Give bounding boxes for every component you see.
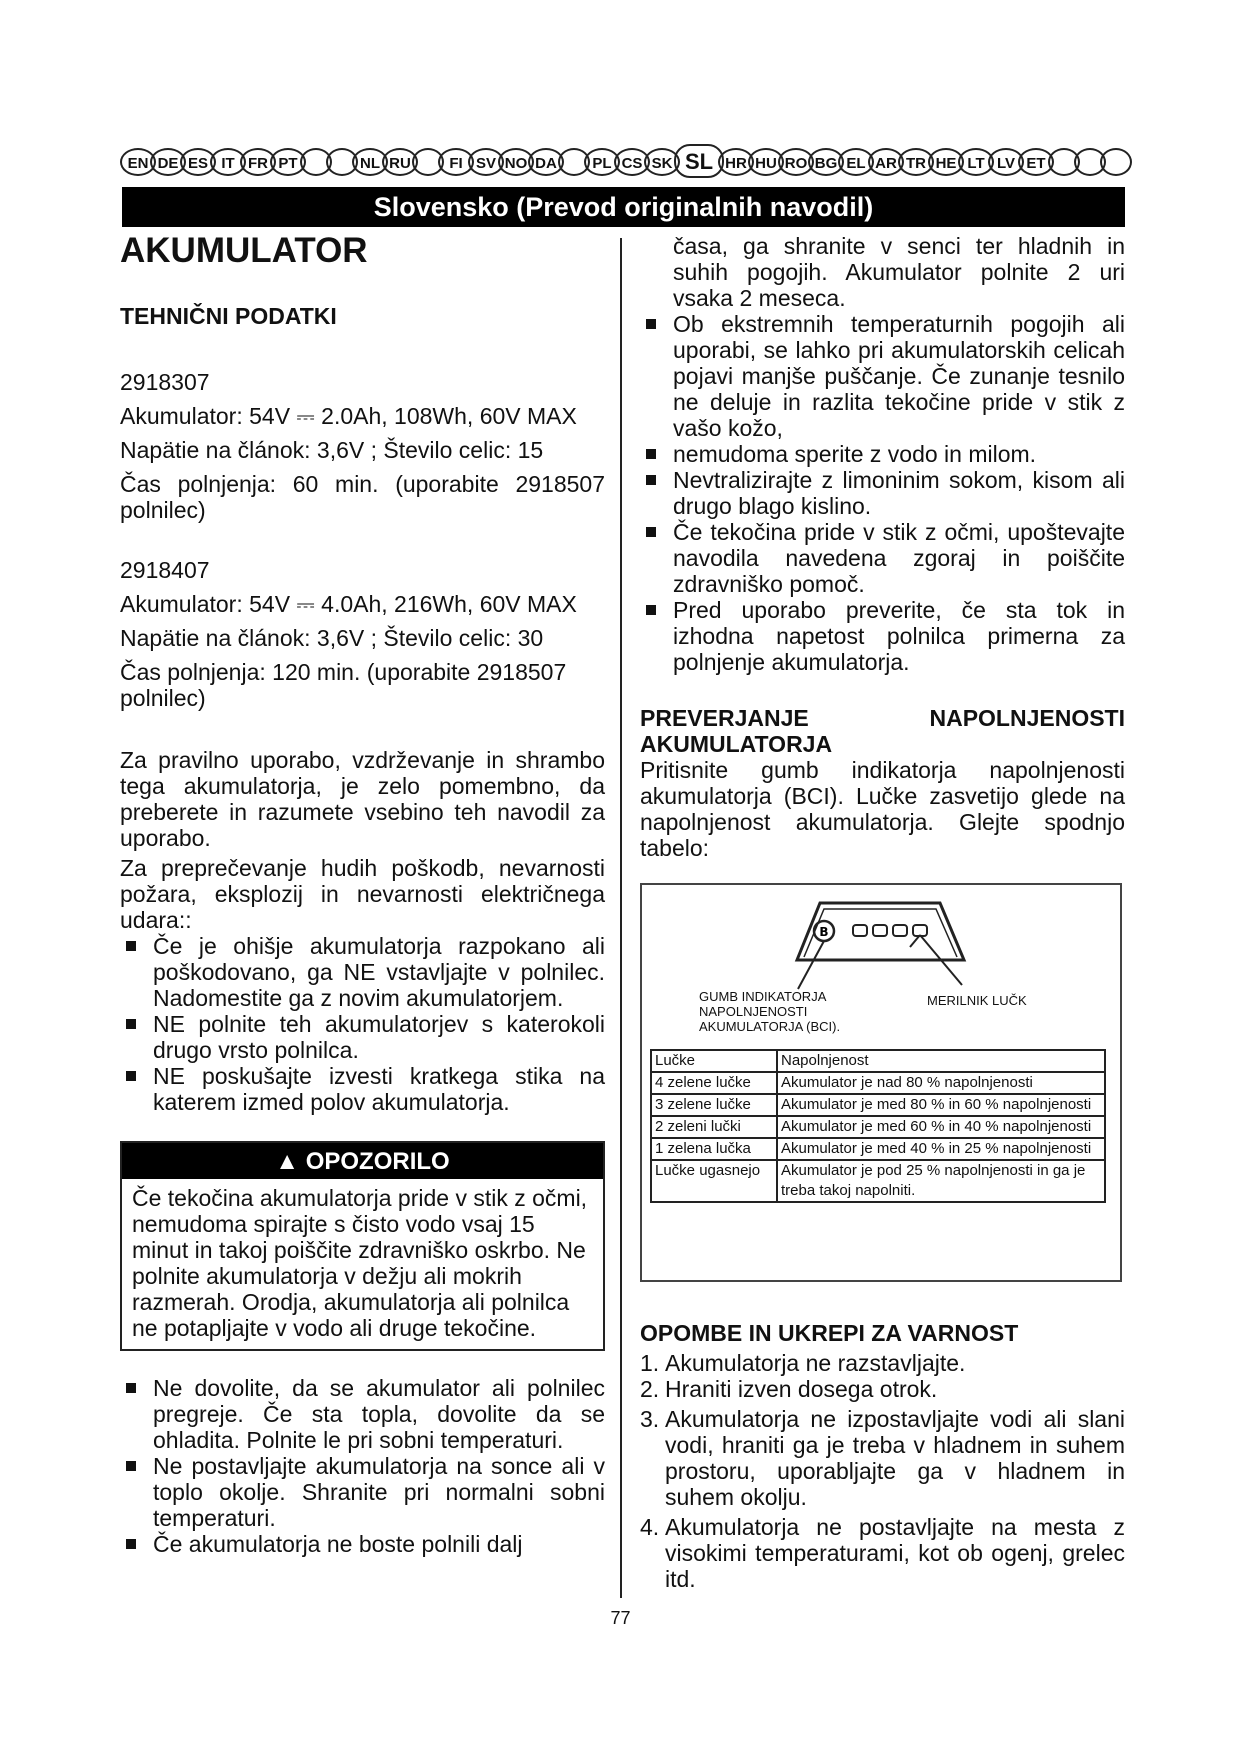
bci-figure	[640, 883, 1122, 1282]
bullet-square-icon	[646, 527, 656, 537]
check-text: Pritisnite gumb indikatorja napolnjenosti akumulatorja (BCI). Lučke zasvetijo glede na napolnjenost akumulatorja. Glejte spodnjo tabelo:	[640, 757, 1125, 861]
bullet-square-icon	[126, 1071, 136, 1081]
safety-item-number: 2.	[640, 1376, 660, 1402]
safety-list	[640, 1350, 1125, 1592]
table-header-cell: Napolnjenost	[777, 1050, 1105, 1072]
tech-heading: TEHNIČNI PODATKI	[120, 303, 337, 329]
battery2-model: 2918407	[120, 557, 210, 583]
table-cell: Lučke ugasnejo	[651, 1160, 777, 1202]
table-cell: Akumulator je pod 25 % napolnjenosti in ga je treba takoj napolniti.	[777, 1160, 1105, 1202]
language-tab-es: ES	[180, 148, 216, 176]
bullet-item	[120, 1011, 605, 1063]
battery1-charge: Čas polnjenja: 60 min. (uporabite 2918507 polnilec)	[120, 471, 605, 523]
bullet-square-icon	[646, 605, 656, 615]
language-tab-lt: LT	[958, 148, 994, 176]
bullet-text: Če akumulatorja ne boste polnili dalj	[153, 1531, 523, 1557]
page-banner: Slovensko (Prevod originalnih navodil)	[122, 187, 1125, 227]
bullet-item	[120, 1375, 605, 1453]
bullet-text: NE polnite teh akumulatorjev s katerokoli drugo vrsto polnilca.	[153, 1011, 605, 1063]
table-row	[651, 1138, 1105, 1160]
table-cell: Akumulator je med 80 % in 60 % napolnjenosti	[777, 1094, 1105, 1116]
table-cell: 4 zelene lučke	[651, 1072, 777, 1094]
bullet-square-icon	[126, 1383, 136, 1393]
bullet-item	[640, 597, 1125, 675]
language-tab-tr: TR	[898, 148, 934, 176]
table-row	[651, 1094, 1105, 1116]
bullet-text: Če je ohišje akumulatorja razpokano ali poškodovano, ga NE vstavljajte v polnilec. Nadomestite ga z novim akumulatorjem.	[153, 933, 605, 1011]
bullet-text: Ne dovolite, da se akumulator ali polnilec pregreje. Če sta topla, dovolite da se ohladita. Polnite le pri sobni temperaturi.	[153, 1375, 605, 1453]
bullet-text: Pred uporabo preverite, če sta tok in izhodna napetost polnilca primerna za polnjenje akumulatorja.	[673, 597, 1125, 675]
battery2-charge: Čas polnjenja: 120 min. (uporabite 2918507 polnilec)	[120, 659, 567, 711]
table-cell: 1 zelena lučka	[651, 1138, 777, 1160]
table-cell: 3 zelene lučke	[651, 1094, 777, 1116]
bullet-item	[120, 1063, 605, 1115]
language-tab-da: DA	[528, 148, 564, 176]
bci-button-caption: GUMB INDIKATORJA NAPOLNJENOSTI AKUMULATORJA (BCI).	[699, 989, 841, 1034]
svg-text:B: B	[819, 925, 829, 939]
language-tab-ar: AR	[868, 148, 904, 176]
page-number: 77	[610, 1608, 631, 1628]
language-tab-fi: FI	[438, 148, 474, 176]
warning-text: Če tekočina akumulatorja pride v stik z očmi, nemudoma spirajte s čisto vodo vsaj 15 minut in takoj poiščite zdravniško oskrbo. Ne polnite akumulatorja v dežju ali mokrih razmerah. Orodja, akumulatorja ali polnilca ne potapljajte v vodo ali druge tekočine.	[132, 1185, 588, 1341]
safety-item-text: Akumulatorja ne razstavljajte.	[665, 1350, 966, 1376]
language-tab-sv: SV	[468, 148, 504, 176]
language-tab-pl: PL	[584, 148, 620, 176]
language-tab-en: EN	[120, 148, 156, 176]
warning-box	[120, 1141, 605, 1351]
language-tab-hr: HR	[718, 148, 754, 176]
bullet-square-icon	[126, 1539, 136, 1549]
bullet-square-icon	[646, 319, 656, 329]
table-cell: Akumulator je med 60 % in 40 % napolnjenosti	[777, 1116, 1105, 1138]
language-tab-no: NO	[498, 148, 534, 176]
language-tab-bg: BG	[808, 148, 844, 176]
bullet-text: Ne postavljajte akumulatorja na sonce ali v toplo okolje. Shranite pri normalni sobni temperaturi.	[153, 1453, 605, 1531]
language-tab-cs: CS	[614, 148, 650, 176]
table-cell: Akumulator je nad 80 % napolnjenosti	[777, 1072, 1105, 1094]
language-tab-de: DE	[150, 148, 186, 176]
language-tab-el: EL	[838, 148, 874, 176]
column-divider	[620, 238, 622, 1598]
warning-title: ▲ OPOZORILO	[122, 1143, 603, 1179]
language-tab-pt: PT	[270, 148, 306, 176]
bullet-square-icon	[126, 1019, 136, 1029]
bullet-text: NE poskušajte izvesti kratkega stika na katerem izmed polov akumulatorja.	[153, 1063, 605, 1115]
prevent-paragraph: Za preprečevanje hudih poškodb, nevarnosti požara, eksplozij in nevarnosti električnega udara::	[120, 855, 605, 933]
language-tab-nl: NL	[352, 148, 388, 176]
safety-item-number: 1.	[640, 1350, 660, 1376]
light-gauge-caption: MERILNIK LUČK	[927, 993, 1027, 1008]
intro-paragraph: Za pravilno uporabo, vzdrževanje in shrambo tega akumulatorja, je zelo pomembno, da preberete in razumete vsebino teh navodil za uporabo.	[120, 747, 605, 851]
check-heading	[640, 705, 1125, 757]
battery2-cell: Napätie na článok: 3,6V ; Število celic: 30	[120, 625, 544, 651]
left-column	[120, 230, 605, 1557]
language-tab-blank	[1100, 148, 1132, 176]
safety-item	[640, 1376, 1125, 1402]
continuation-text: časa, ga shranite v senci ter hladnih in suhih pogojih. Akumulator polnite 2 uri vsaka 2 meseca.	[673, 233, 1125, 311]
language-tab-ro: RO	[778, 148, 814, 176]
language-tab-sk: SK	[644, 148, 680, 176]
battery-gauge-illustration	[642, 885, 1120, 1005]
left-bullet-list-2	[120, 1375, 605, 1557]
check-heading-text: PREVERJANJE NAPOLNJENOSTI AKUMULATORJA	[640, 705, 1125, 757]
safety-heading: OPOMBE IN UKREPI ZA VARNOST	[640, 1320, 1019, 1346]
bullet-square-icon	[646, 475, 656, 485]
battery1-cell: Napätie na článok: 3,6V ; Število celic: 15	[120, 437, 544, 463]
language-tab-ru: RU	[382, 148, 418, 176]
safety-item	[640, 1514, 1125, 1592]
language-tab-sl: SL	[674, 144, 724, 178]
safety-item-text: Hraniti izven dosega otrok.	[665, 1376, 938, 1402]
table-cell: 2 zeleni lučki	[651, 1116, 777, 1138]
table-row	[651, 1116, 1105, 1138]
language-tab-it: IT	[210, 148, 246, 176]
table-row	[651, 1160, 1105, 1202]
bullet-square-icon	[126, 941, 136, 951]
table-cell: Akumulator je med 40 % in 25 % napolnjenosti	[777, 1138, 1105, 1160]
charge-level-table	[650, 1049, 1106, 1203]
battery1-spec: Akumulator: 54V ⎓ 2.0Ah, 108Wh, 60V MAX	[120, 403, 577, 429]
language-tab-hu: HU	[748, 148, 784, 176]
safety-item-text: Akumulatorja ne postavljajte na mesta z visokimi temperaturami, kot ob ogenj, grelec itd.	[665, 1514, 1125, 1592]
page-title: AKUMULATOR	[120, 231, 368, 270]
safety-item	[640, 1406, 1125, 1510]
bullet-text: Nevtralizirajte z limoninim sokom, kisom ali drugo blago kislino.	[673, 467, 1125, 519]
safety-item-number: 4.	[640, 1514, 660, 1540]
bullet-item	[640, 467, 1125, 519]
bullet-item	[120, 933, 605, 1011]
table-header-row	[651, 1050, 1105, 1072]
battery2-spec: Akumulator: 54V ⎓ 4.0Ah, 216Wh, 60V MAX	[120, 591, 577, 617]
language-bar	[120, 146, 1125, 182]
bullet-text: Ob ekstremnih temperaturnih pogojih ali uporabi, se lahko pri akumulatorskih celicah pojavi manjše puščanje. Če zunanje tesnilo ne deluje in razlita tekočine pride v stik z vašo kožo,	[673, 311, 1125, 441]
bullet-text: nemudoma sperite z vodo in milom.	[673, 441, 1037, 467]
safety-item-text: Akumulatorja ne izpostavljajte vodi ali slani vodi, hraniti ga je treba v hladnem in suhem prostoru, uporabljajte ga v hladnem in suhem okolju.	[665, 1406, 1125, 1510]
bullet-item	[120, 1531, 605, 1557]
safety-item	[640, 1350, 1125, 1376]
bullet-square-icon	[646, 449, 656, 459]
bullet-square-icon	[126, 1461, 136, 1471]
bullet-text: Če tekočina pride v stik z očmi, upoštevajte navodila navedena zgoraj in poiščite zdravniško pomoč.	[673, 519, 1125, 597]
table-header-cell: Lučke	[651, 1050, 777, 1072]
battery1-model: 2918307	[120, 369, 210, 395]
bullet-item	[640, 311, 1125, 441]
language-tab-he: HE	[928, 148, 964, 176]
language-tab-et: ET	[1018, 148, 1054, 176]
right-column	[640, 233, 1125, 1592]
right-bullet-list	[640, 311, 1125, 675]
language-tab-lv: LV	[988, 148, 1024, 176]
left-bullet-list	[120, 933, 605, 1115]
safety-item-number: 3.	[640, 1406, 660, 1432]
bullet-item	[120, 1453, 605, 1531]
bullet-item	[640, 519, 1125, 597]
bullet-item	[640, 441, 1125, 467]
table-row	[651, 1072, 1105, 1094]
language-tab-fr: FR	[240, 148, 276, 176]
